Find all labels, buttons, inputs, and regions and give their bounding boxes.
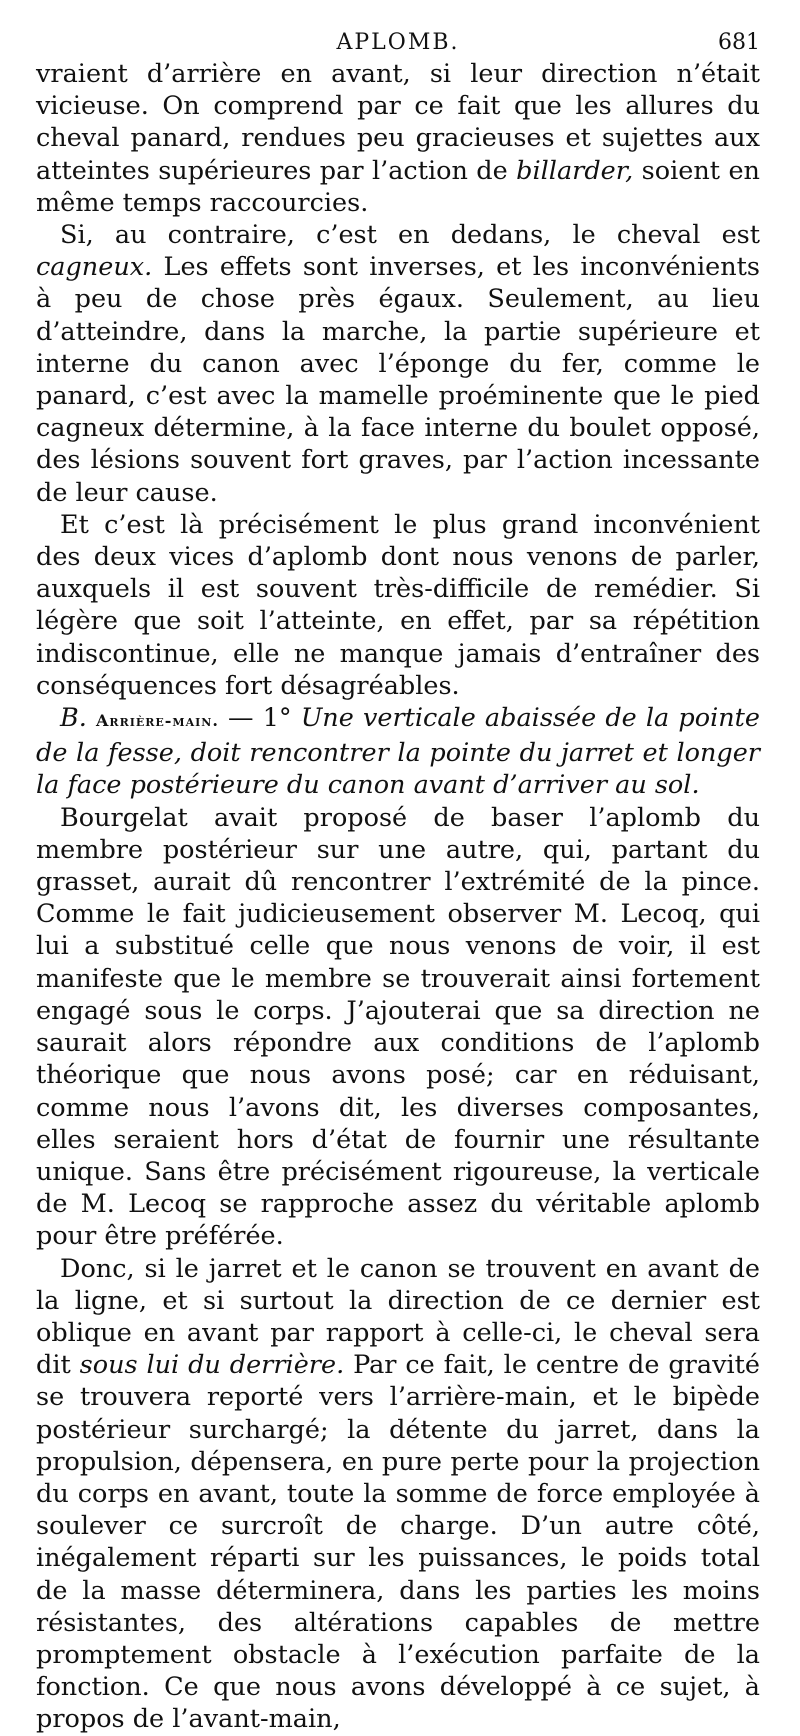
text-run: Bourgelat avait proposé de baser l’aplomb du membre postérieur sur une autre, qui, partant du grasset, aurait dû rencontrer l’extrémité de la pince. Comme le fait judicieusement observer M. Lecoq, qui lui a substitué celle que nous venons de voir, il est manifeste que le membre se trouverait ainsi fortement engagé sous le corps. J’ajouterai que sa direction ne saurait alors répondre aux conditions de l’aplomb théorique que nous avons posé; car en réduisant, comme nous l’avons dit, les diverses composantes, elles seraient hors d’état de fournir une résultante unique. Sans être précisément rigoureuse, la verticale de M. Lecoq se rapproche assez du véritable aplomb pour être préférée. — [36, 802, 760, 1252]
text-run: vraient d’arrière en avant, si leur direction n’était vicieuse. On comprend par ce fait que les allures du cheval panard, rendues peu gracieuses et sujettes aux atteintes supérieures par l’action de — [36, 59, 760, 186]
italic-run: Une verticale abaissée de la pointe de la fesse, doit rencontrer la pointe du jarret et longer la face postérieure du canon avant d’arriver au sol. — [36, 703, 760, 801]
small-caps-run: Arrière-main. — [96, 711, 219, 731]
text-run: Donc, si le jarret et le canon se trouvent en avant de la ligne, et si surtout la direction de ce dernier est oblique en avant par rapport à celle-ci, le cheval sera dit — [36, 1253, 760, 1381]
text-run: soient en même temps raccourcies. — [36, 155, 760, 218]
paragraph-inconvenient — [36, 509, 760, 702]
paragraph-arriere-main — [36, 702, 760, 802]
text-run: Les effets sont inverses, et les inconvénients à peu de chose près égaux. Seulement, au lieu d’atteindre, dans la marche, la partie supérieure et interne du canon avec l’éponge du fer, comme le panard, c’est avec la mamelle proéminente que le pied cagneux détermine, à la face interne du boulet opposé, des lésions souvent fort graves, par l’action incessante de leur cause. — [36, 252, 760, 508]
text-run: Et c’est là précisément le plus grand inconvénient des deux vices d’aplomb dont nous venons de parler, auxquels il est souvent très-difficile de remédier. Si légère que soit l’atteinte, en effet, par sa répétition indiscontinue, elle ne manque jamais d’entraîner des conséquences fort désagréables. — [36, 509, 760, 701]
text-run: — 1° — [218, 703, 301, 734]
text-run: Par ce fait, le centre de gravité se trouvera reporté vers l’arrière-main, et le bipède postérieur surchargé; la détente du jarret, dans la propulsion, dépensera, en pure perte pour la projection du corps en avant, toute la somme de force employée à soulever ce surcroît de charge. D’un autre côté, inégalement réparti sur les puissances, le poids total de la masse déterminera, dans les parties les moins résistantes, des altérations capables de mettre promptement obstacle à l’exécution parfaite de la fonction. Ce que nous avons développé à ce sujet, à propos de l’avant-main, — [36, 1350, 760, 1735]
italic-run: billarder, — [516, 155, 634, 186]
paragraph-cagneux — [36, 219, 760, 509]
text-run — [87, 703, 96, 733]
paragraph-continuation — [36, 58, 760, 219]
page-header — [36, 0, 760, 58]
paragraph-bourgelat — [36, 802, 760, 1253]
body-text — [36, 58, 760, 1736]
page-number: 681 — [718, 30, 760, 55]
paragraph-sous-lui — [36, 1253, 760, 1736]
running-head: APLOMB. — [336, 30, 460, 55]
italic-run: sous lui du derrière. — [79, 1350, 345, 1381]
italic-run: B. — [60, 703, 87, 734]
italic-run: cagneux. — [36, 252, 153, 283]
text-run: Si, au contraire, c’est en dedans, le cheval est — [60, 220, 760, 251]
